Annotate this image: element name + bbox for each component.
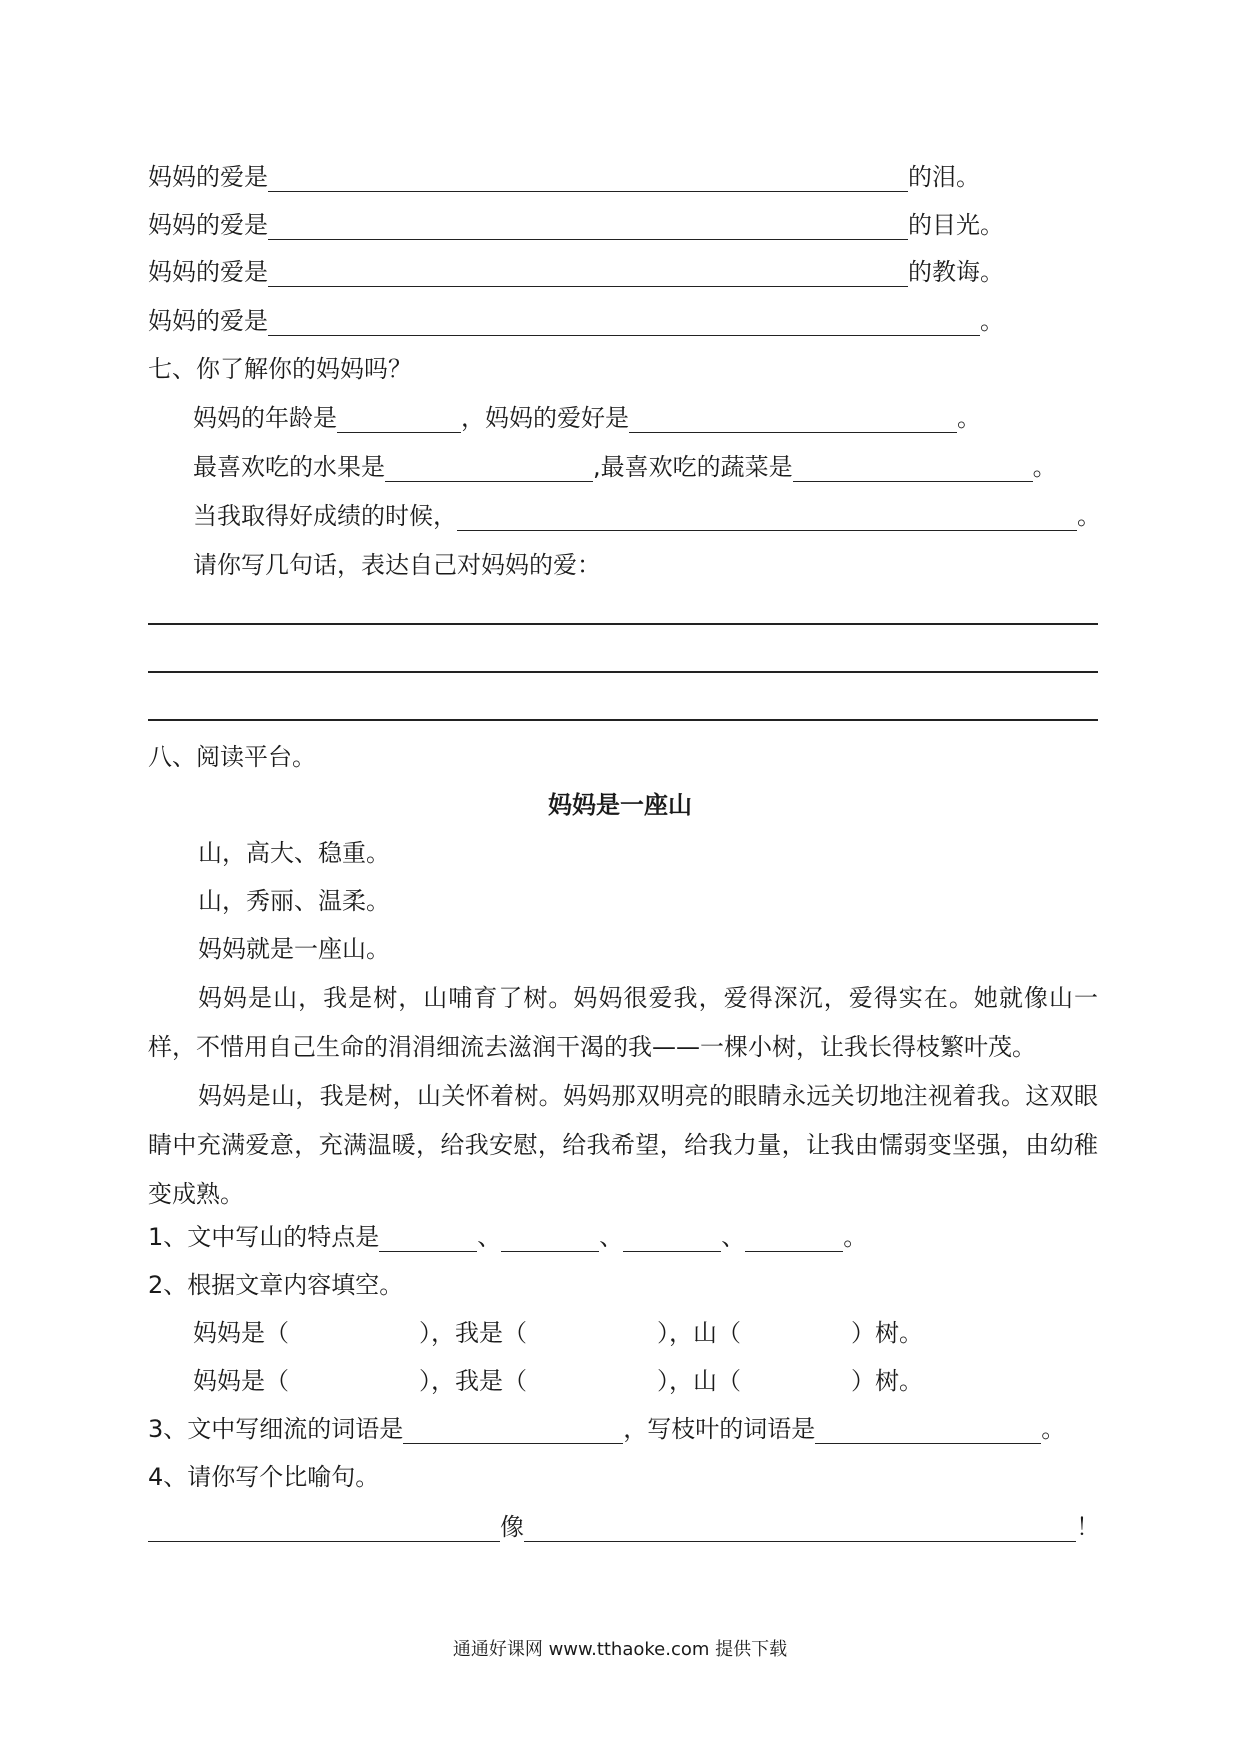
love-prefix: 妈妈的爱是 bbox=[148, 211, 268, 239]
love-line-4 bbox=[148, 306, 1004, 336]
exclamation: ！ bbox=[1076, 1513, 1100, 1541]
comma: ， bbox=[461, 404, 485, 432]
fill-text: ）树。 bbox=[851, 1319, 923, 1347]
separator: 、 bbox=[477, 1223, 502, 1251]
fill-row-1 bbox=[193, 1318, 923, 1348]
footer: 通通好课网 www.tthaoke.com 提供下载 bbox=[452, 1639, 788, 1660]
trait-blank-3[interactable] bbox=[623, 1227, 721, 1252]
q3-mid: ，写枝叶的词语是 bbox=[623, 1415, 816, 1443]
fill-row-2 bbox=[193, 1366, 923, 1396]
fill-text: 妈妈是（ bbox=[193, 1367, 289, 1395]
simile-blank-1[interactable] bbox=[148, 1517, 500, 1542]
love-line-3 bbox=[148, 257, 1004, 287]
article-line-3: 妈妈就是一座山。 bbox=[198, 935, 390, 963]
q3-label: 3、文中写细流的词语是 bbox=[148, 1415, 404, 1443]
fill-text: ），山（ bbox=[657, 1319, 741, 1347]
period: 。 bbox=[957, 404, 981, 432]
love-prefix: 妈妈的爱是 bbox=[148, 307, 268, 335]
period: 。 bbox=[843, 1223, 868, 1251]
writing-line-3[interactable] bbox=[148, 719, 1098, 721]
period: 。 bbox=[1077, 502, 1101, 530]
article-line-2: 山，秀丽、温柔。 bbox=[198, 887, 390, 915]
article-paragraph-2: 妈妈是山，我是树，山关怀着树。妈妈那双明亮的眼睛永远关切地注视着我。这双眼睛中充满爱意，充满温暖，给我安慰，给我希望，给我力量，让我由懦弱变坚强，由幼稚变成熟。 bbox=[148, 1082, 1098, 1208]
trait-blank-4[interactable] bbox=[745, 1227, 843, 1252]
good-grades-line bbox=[193, 501, 1101, 531]
answer-blank[interactable] bbox=[268, 167, 908, 192]
answer-blank[interactable] bbox=[268, 311, 980, 336]
fill-text: 妈妈是（ bbox=[193, 1319, 289, 1347]
love-prefix: 妈妈的爱是 bbox=[148, 258, 268, 286]
answer-blank[interactable] bbox=[268, 215, 908, 240]
section-7-heading: 七、你了解你的妈妈吗？ bbox=[148, 355, 412, 383]
question-2: 2、根据文章内容填空。 bbox=[148, 1271, 404, 1299]
love-suffix: 的泪。 bbox=[908, 163, 980, 191]
fill-text: ），山（ bbox=[657, 1367, 741, 1395]
simile-like: 像 bbox=[500, 1513, 524, 1541]
veg-label: ,最喜欢吃的蔬菜是 bbox=[593, 453, 793, 481]
question-4: 4、请你写个比喻句。 bbox=[148, 1463, 380, 1491]
age-blank[interactable] bbox=[337, 408, 461, 433]
branch-word-blank[interactable] bbox=[815, 1419, 1041, 1444]
section-8-heading: 八、阅读平台。 bbox=[148, 743, 316, 771]
writing-line-1[interactable] bbox=[148, 623, 1098, 625]
trait-blank-2[interactable] bbox=[501, 1227, 599, 1252]
love-line-2 bbox=[148, 210, 1004, 240]
hobby-blank[interactable] bbox=[629, 408, 957, 433]
period: 。 bbox=[1041, 1415, 1066, 1443]
simile-blank-2[interactable] bbox=[524, 1517, 1076, 1542]
separator: 、 bbox=[599, 1223, 624, 1251]
fruit-veg-line bbox=[193, 452, 1057, 482]
grade-label: 当我取得好成绩的时候， bbox=[193, 502, 457, 530]
article-title: 妈妈是一座山 bbox=[548, 791, 692, 819]
article-line-1: 山，高大、稳重。 bbox=[198, 839, 390, 867]
period: 。 bbox=[1032, 453, 1057, 481]
love-line-1 bbox=[148, 162, 980, 192]
q1-label: 1、文中写山的特点是 bbox=[148, 1223, 380, 1251]
question-1 bbox=[148, 1222, 867, 1252]
age-hobby-line bbox=[193, 403, 981, 433]
love-prefix: 妈妈的爱是 bbox=[148, 163, 268, 191]
grade-blank[interactable] bbox=[457, 506, 1077, 531]
love-suffix: 。 bbox=[980, 307, 1004, 335]
love-suffix: 的目光。 bbox=[908, 211, 1004, 239]
veg-blank[interactable] bbox=[793, 457, 1033, 482]
fill-text: ），我是（ bbox=[419, 1319, 527, 1347]
question-3 bbox=[148, 1414, 1065, 1444]
trait-blank-1[interactable] bbox=[379, 1227, 477, 1252]
write-prompt: 请你写几句话，表达自己对妈妈的爱： bbox=[193, 551, 601, 579]
article-paragraph-1: 妈妈是山，我是树，山哺育了树。妈妈很爱我，爱得深沉，爱得实在。她就像山一样，不惜用自己生命的涓涓细流去滋润干渴的我——一棵小树，让我长得枝繁叶茂。 bbox=[148, 984, 1098, 1061]
separator: 、 bbox=[721, 1223, 746, 1251]
age-label: 妈妈的年龄是 bbox=[193, 404, 337, 432]
fill-text: ），我是（ bbox=[419, 1367, 527, 1395]
fill-text: ）树。 bbox=[851, 1367, 923, 1395]
hobby-label: 妈妈的爱好是 bbox=[485, 404, 629, 432]
writing-line-2[interactable] bbox=[148, 671, 1098, 673]
answer-blank[interactable] bbox=[268, 262, 908, 287]
fruit-blank[interactable] bbox=[385, 457, 593, 482]
stream-word-blank[interactable] bbox=[403, 1419, 623, 1444]
love-suffix: 的教诲。 bbox=[908, 258, 1004, 286]
simile-line bbox=[148, 1512, 1100, 1542]
fruit-label: 最喜欢吃的水果是 bbox=[193, 453, 385, 481]
